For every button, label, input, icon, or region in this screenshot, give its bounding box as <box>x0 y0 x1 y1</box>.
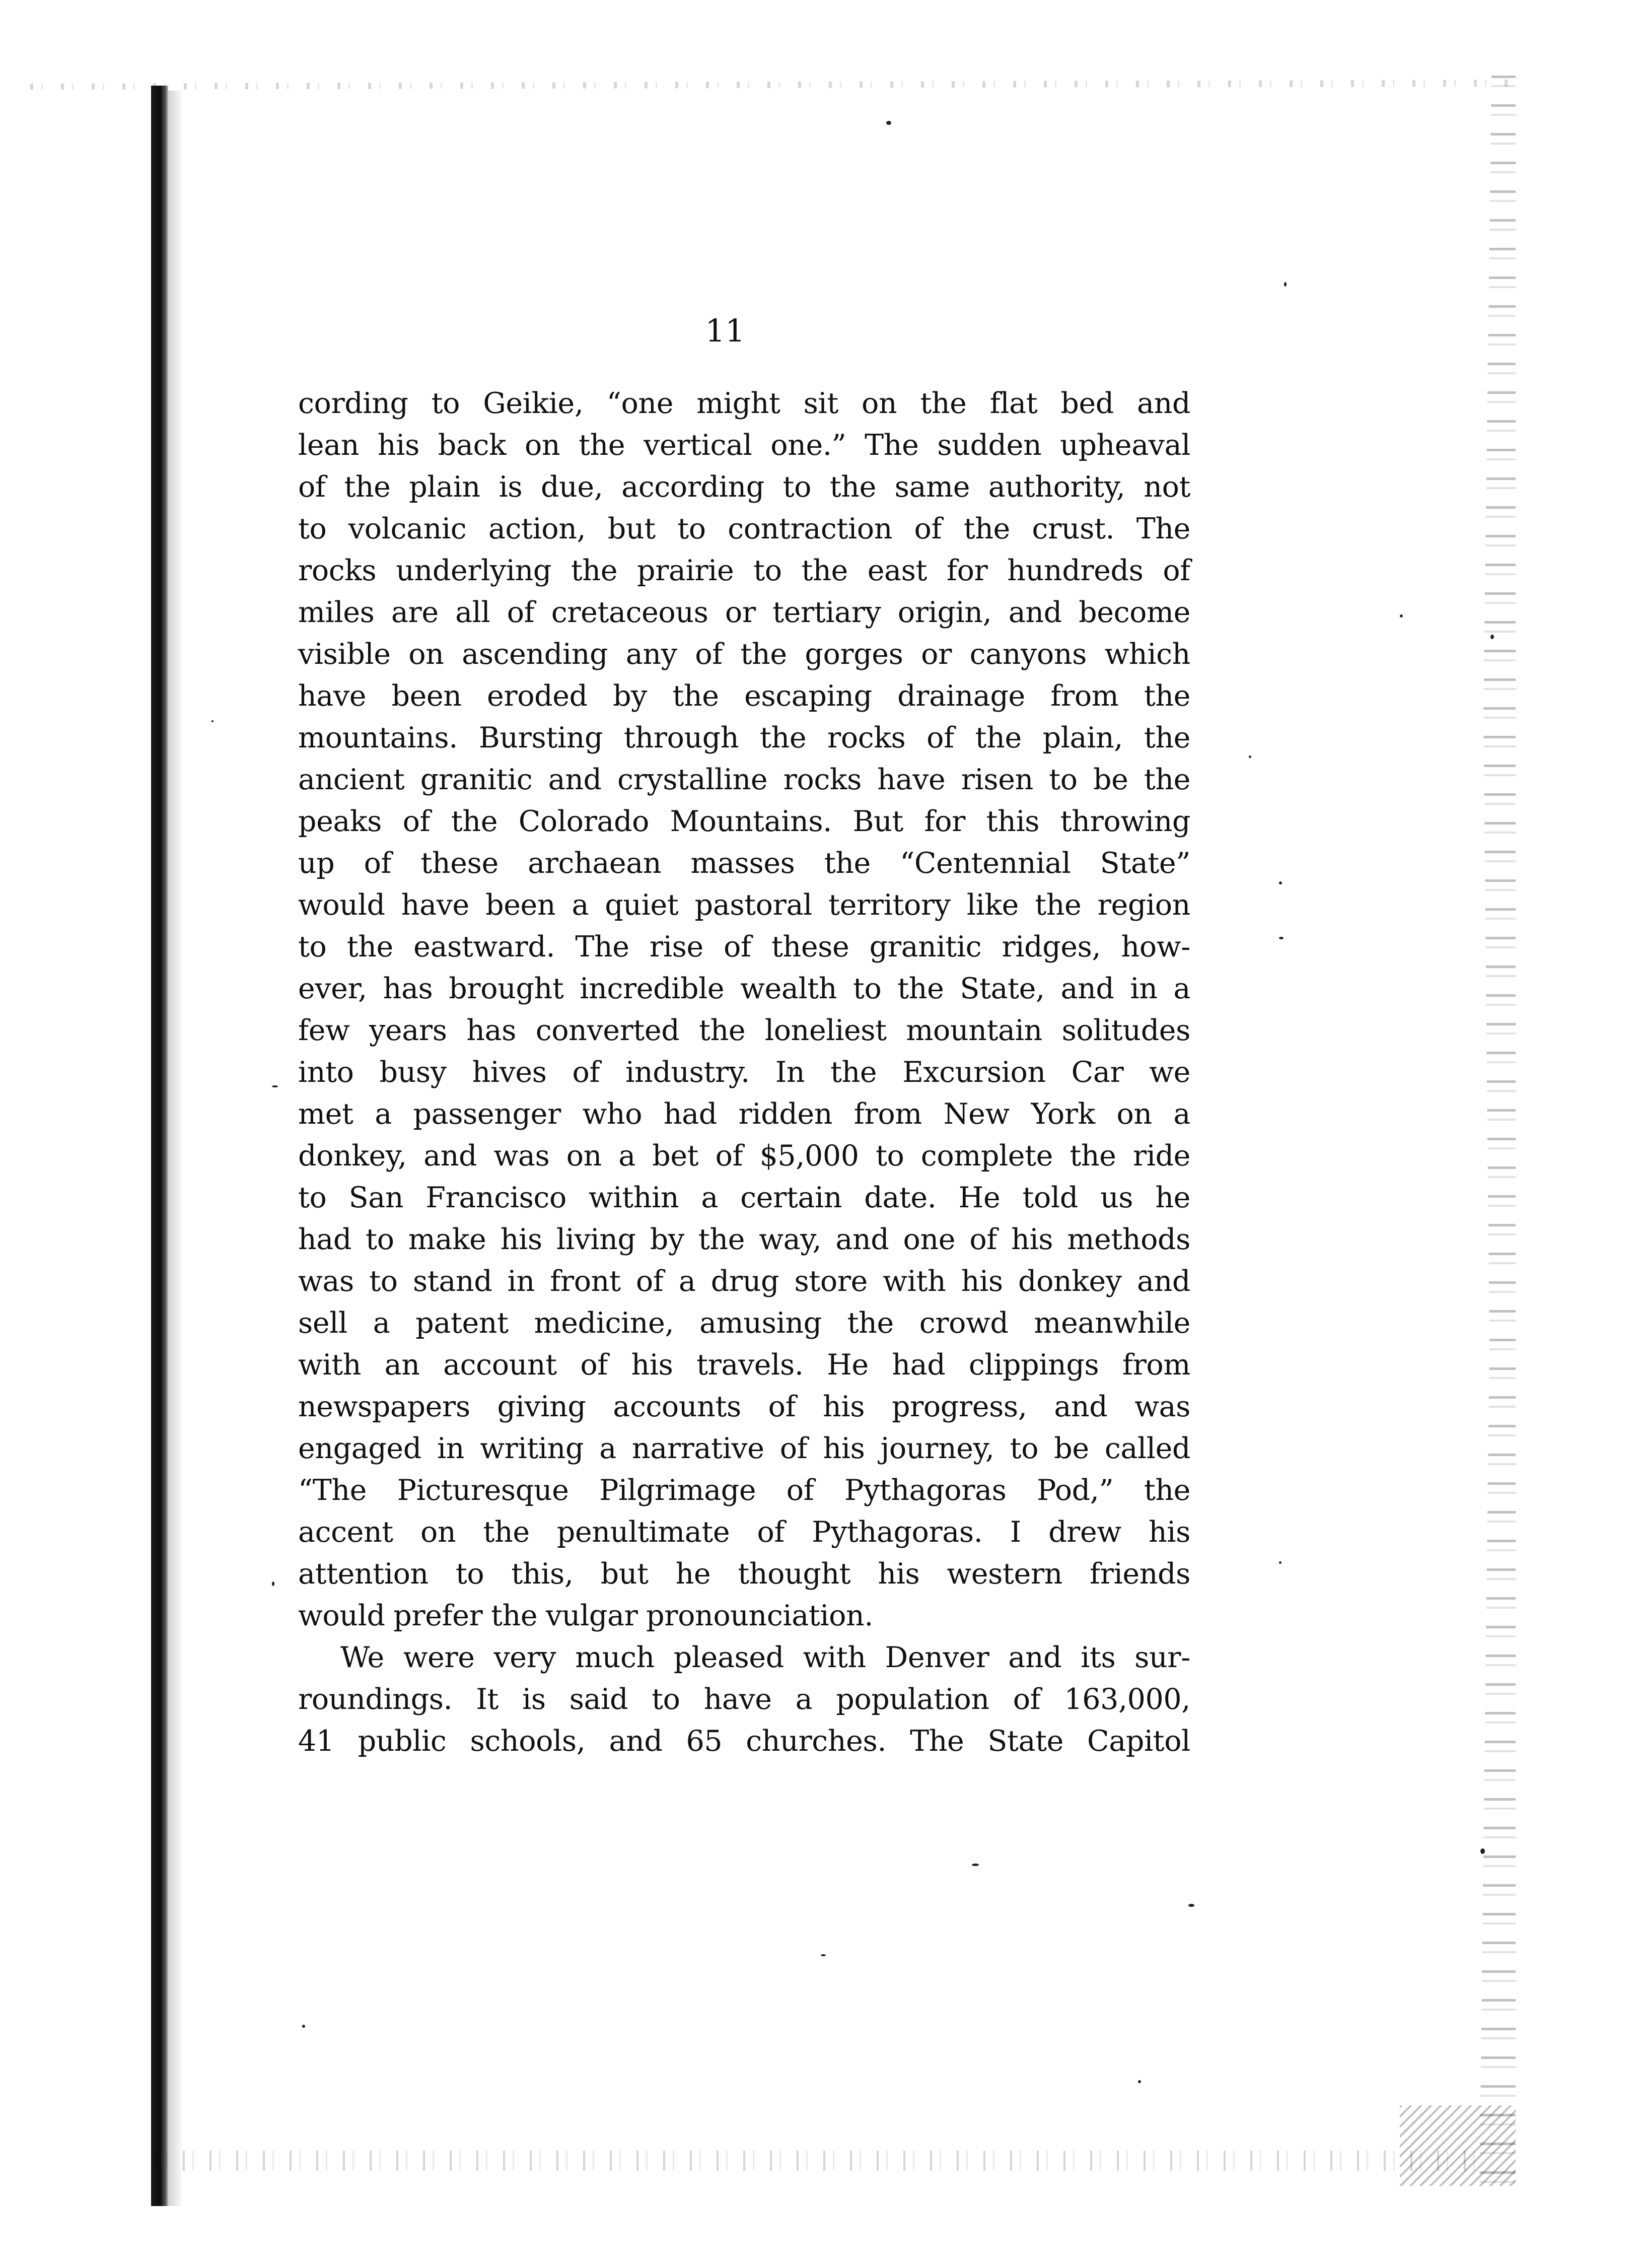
text-line: to volcanic action, but to contraction of the crust. The <box>298 512 1190 545</box>
scan-speck <box>272 1582 274 1586</box>
scan-speck <box>972 1864 979 1866</box>
text-line: ever, has brought incredible wealth to the State, and in a <box>298 972 1190 1005</box>
scan-corner-noise <box>1400 2105 1516 2186</box>
text-line: of the plain is due, according to the same authority, not <box>298 470 1190 504</box>
text-line: attention to this, but he thought his western friends <box>298 1557 1190 1591</box>
text-line: would prefer the vulgar pronounciation. <box>298 1599 874 1632</box>
text-line: roundings. It is said to have a population of 163,000, <box>298 1683 1190 1716</box>
scan-speck <box>272 1085 278 1087</box>
text-line: was to stand in front of a drug store with his donkey and <box>298 1265 1190 1298</box>
scan-speck <box>1188 1904 1194 1907</box>
text-line: up of these archaean masses the “Centennial State” <box>298 847 1190 880</box>
text-line: ancient granitic and crystalline rocks have risen to be the <box>298 763 1190 796</box>
scan-speck <box>1480 1848 1485 1854</box>
text-line: had to make his living by the way, and one of his methods <box>298 1223 1190 1256</box>
text-line: 41 public schools, and 65 churches. The State Capitol <box>298 1725 1190 1758</box>
scan-speck <box>1279 937 1284 939</box>
text-line: mountains. Bursting through the rocks of the plain, the <box>298 721 1190 754</box>
scan-top-edge <box>30 76 1516 96</box>
scan-speck <box>1138 2080 1141 2083</box>
text-line: “The Picturesque Pilgrimage of Pythagoras Pod,” the <box>298 1474 1190 1507</box>
text-line: lean his back on the vertical one.” The sudden upheaval <box>298 429 1190 462</box>
text-line: with an account of his travels. He had clippings from <box>298 1348 1190 1382</box>
scan-speck <box>821 1954 826 1956</box>
text-line: to the eastward. The rise of these granitic ridges, how- <box>298 930 1190 964</box>
binding-edge <box>151 86 168 2206</box>
text-line: We were very much pleased with Denver and its sur- <box>340 1641 1190 1674</box>
scan-speck <box>1490 635 1494 639</box>
text-line: donkey, and was on a bet of $5,000 to complete the ride <box>298 1139 1190 1173</box>
page-number: 11 <box>705 312 745 349</box>
scan-speck <box>302 2025 305 2028</box>
text-line: into busy hives of industry. In the Excursion Car we <box>298 1056 1190 1089</box>
scan-speck <box>1279 881 1282 884</box>
paragraph <box>298 383 1190 1637</box>
text-line: visible on ascending any of the gorges or canyons which <box>298 638 1190 671</box>
text-line: rocks underlying the prairie to the east for hundreds of <box>298 554 1190 587</box>
text-line: accent on the penultimate of Pythagoras. I drew his <box>298 1516 1190 1549</box>
scan-speck <box>886 121 891 125</box>
text-line: to San Francisco within a certain date. He told us he <box>298 1181 1190 1214</box>
scan-speck <box>1284 282 1287 287</box>
scan-speck <box>211 720 213 722</box>
text-line: peaks of the Colorado Mountains. But for this throwing <box>298 805 1190 838</box>
scan-bottom-edge <box>156 2151 1490 2171</box>
body-text <box>298 383 1190 1762</box>
text-line: would have been a quiet pastoral territory like the region <box>298 888 1190 922</box>
paragraph <box>298 1637 1190 1762</box>
text-line: few years has converted the loneliest mountain solitudes <box>298 1014 1190 1047</box>
text-line: newspapers giving accounts of his progress, and was <box>298 1390 1190 1423</box>
text-line: miles are all of cretaceous or tertiary origin, and become <box>298 596 1190 629</box>
text-line: have been eroded by the escaping drainage from the <box>298 679 1190 713</box>
text-line: cording to Geikie, “one might sit on the flat bed and <box>298 387 1190 420</box>
text-line: engaged in writing a narrative of his journey, to be called <box>298 1432 1190 1465</box>
text-line: met a passenger who had ridden from New York on a <box>298 1097 1190 1131</box>
binding-shadow <box>168 91 183 2206</box>
scan-speck <box>1279 1561 1281 1564</box>
scan-right-edge <box>1475 76 1516 2191</box>
text-line: sell a patent medicine, amusing the crowd meanwhile <box>298 1307 1190 1340</box>
scan-speck <box>1249 755 1251 758</box>
scan-speck <box>1400 614 1403 617</box>
